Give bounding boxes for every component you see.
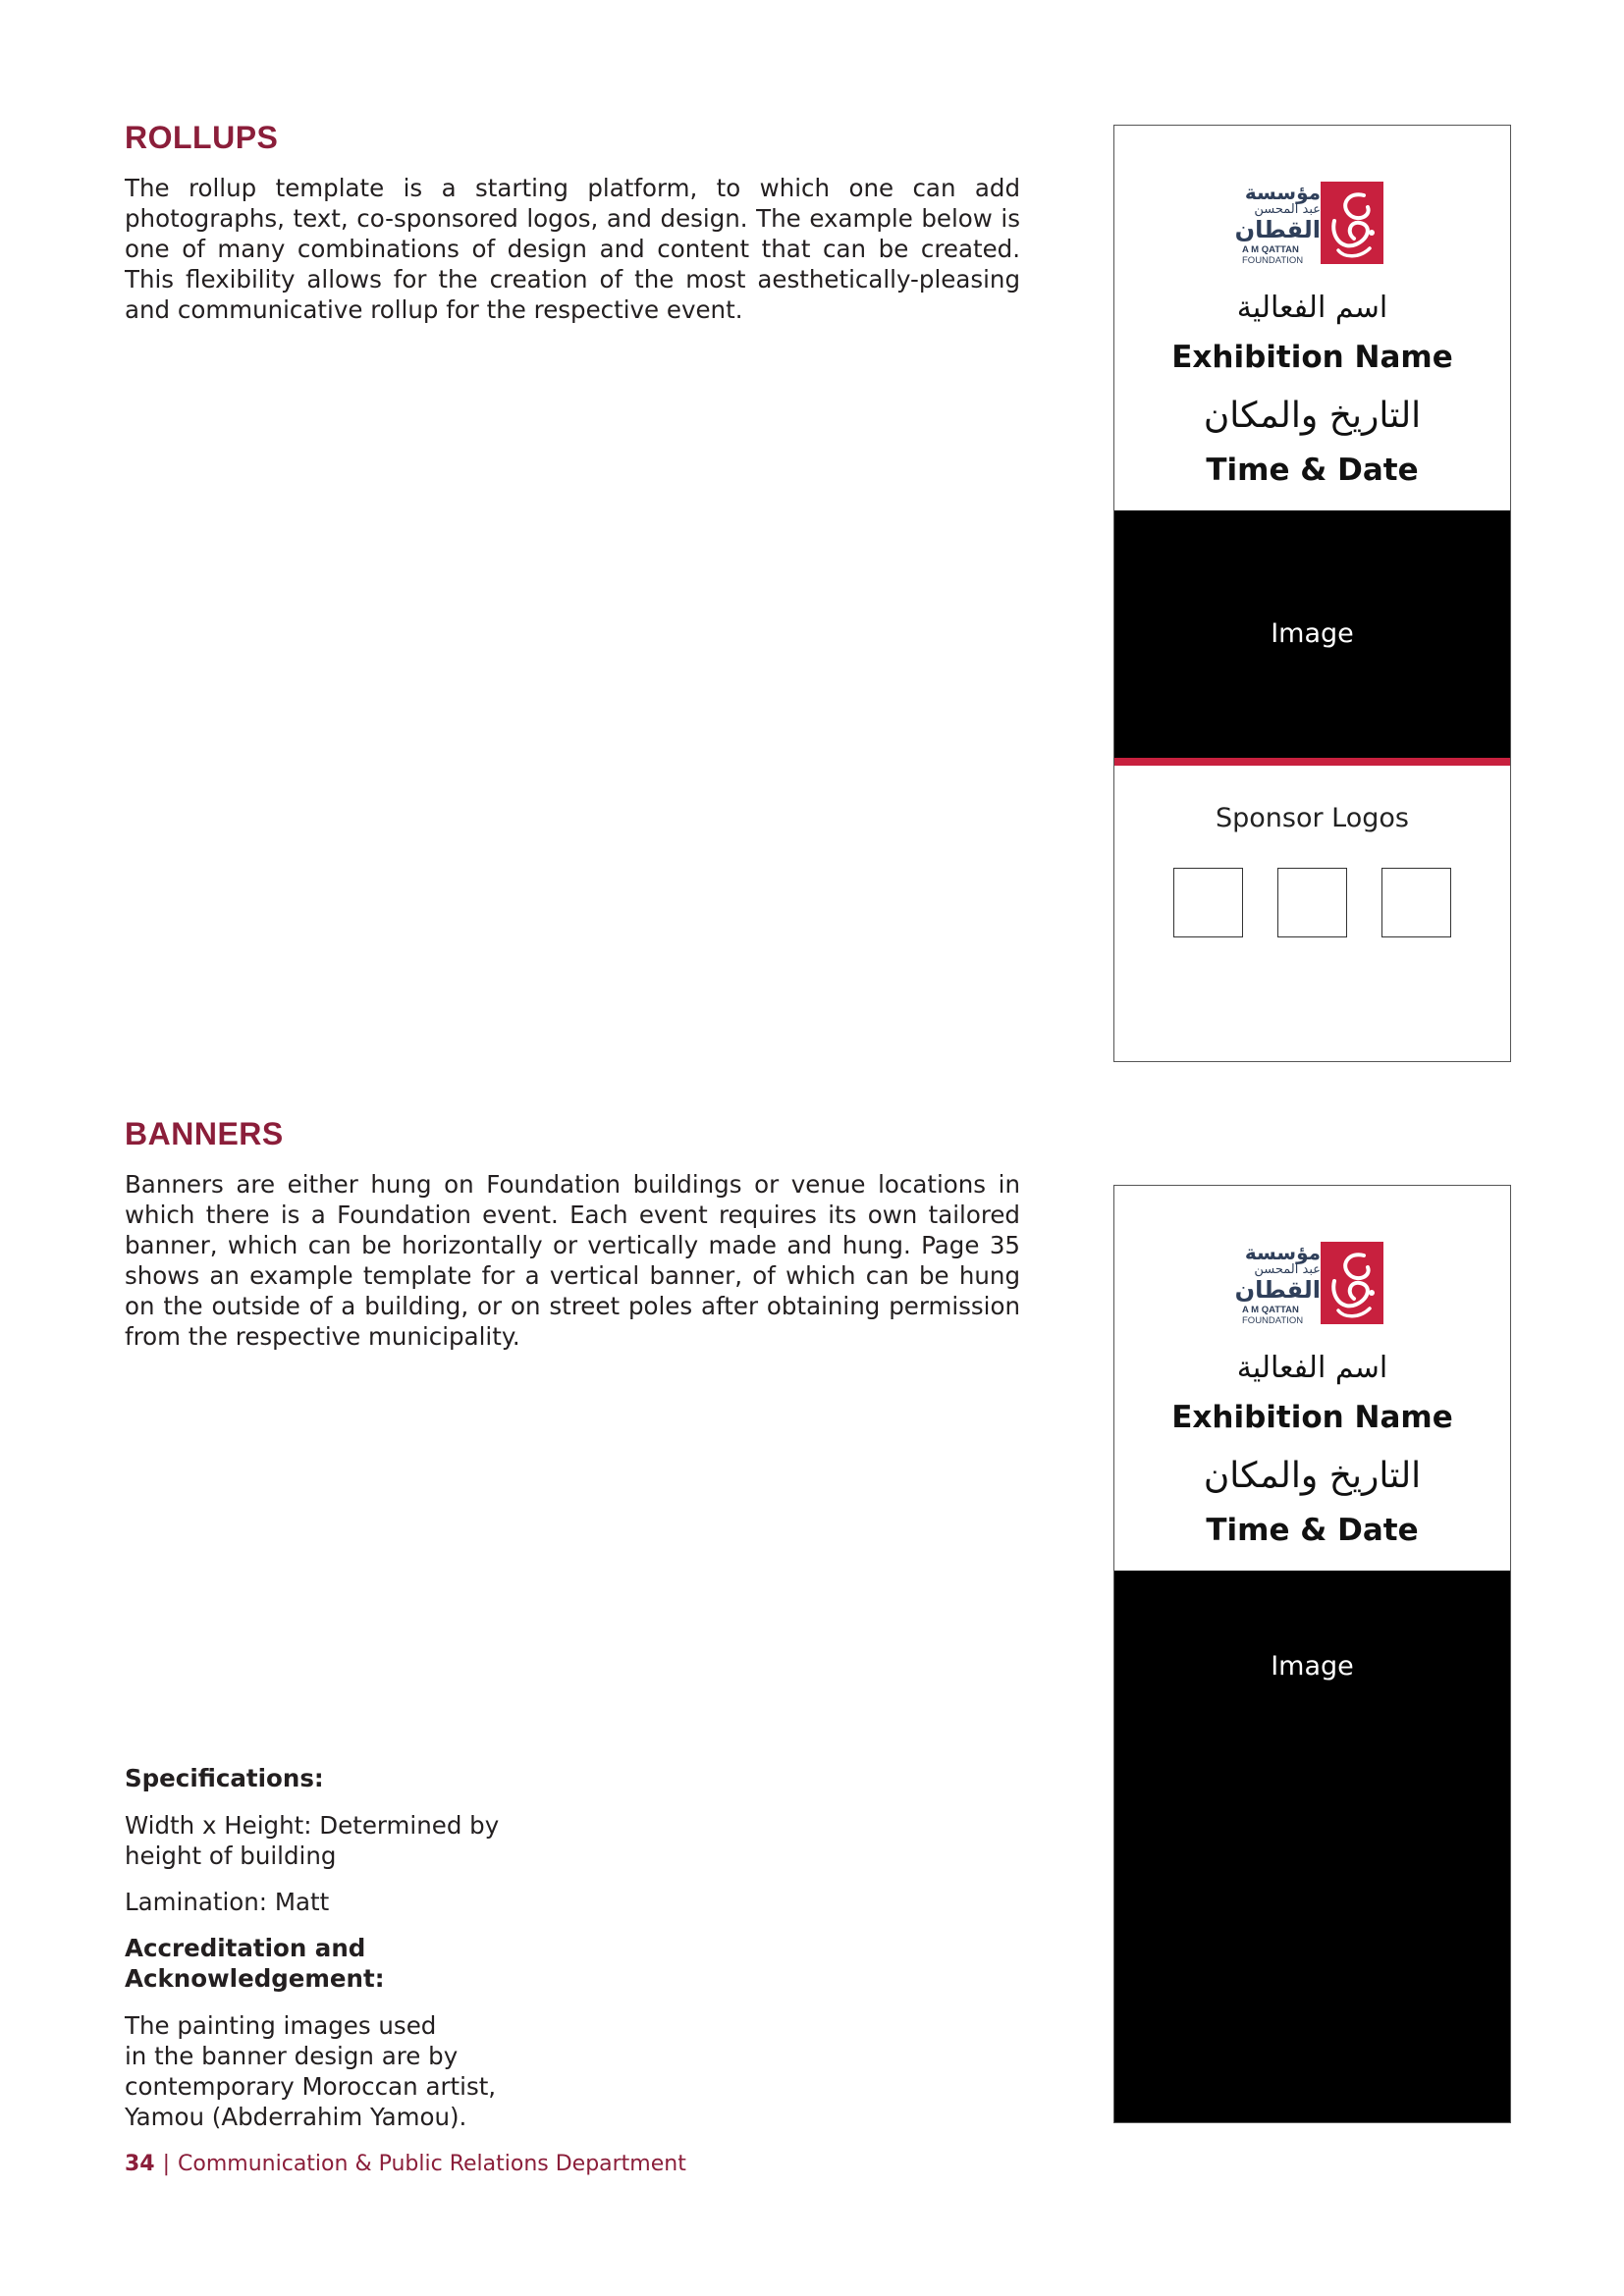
event-name-english: Exhibition Name: [1171, 340, 1453, 375]
image-placeholder: [1114, 1571, 1510, 2123]
logo-arabic-text: مؤسسة عبد المحسن القطان: [1234, 181, 1321, 243]
logo-calligraphy-mark: [1321, 182, 1383, 264]
acknowledgement-body: The painting images used in the banner design are by contemporary Moroccan artist, Yamou (Abderrahim Yamou).: [125, 2011, 497, 2131]
page-footer: [125, 2152, 686, 2176]
sponsor-logo-box: [1277, 868, 1347, 937]
time-date-english: Time & Date: [1206, 453, 1419, 488]
sponsor-logo-box: [1173, 868, 1243, 937]
department-name: Communication & Public Relations Department: [178, 2152, 686, 2176]
time-place-arabic: التاريخ والمكان: [1203, 396, 1422, 436]
image-placeholder: [1114, 510, 1510, 758]
image-label: Image: [1271, 618, 1354, 649]
rollups-body: The rollup template is a starting platform, to which one can add photographs, text, co-sponsored logos, and design. The example below is one of many combinations of design and content that can be created. This flexibility allows for the creation of the most aesthetically-pleasing and communicative rollup for the respective event.: [125, 174, 1020, 324]
logo-english-text: A M QATTAN FOUNDATION: [1242, 244, 1304, 266]
specifications-size: Width x Height: Determined by height of building: [125, 1811, 500, 1870]
rollups-heading: ROLLUPS: [125, 120, 279, 155]
event-name-arabic: اسم الفعالية: [1236, 291, 1388, 325]
banner-template-panel: [1113, 1185, 1511, 2123]
specifications-lamination: Lamination: Matt: [125, 1888, 330, 1916]
qattan-foundation-logo: [1234, 1240, 1389, 1326]
specifications-title: Specifications:: [125, 1764, 324, 1792]
banners-heading: BANNERS: [125, 1116, 284, 1151]
sponsor-logos-label: Sponsor Logos: [1216, 803, 1409, 833]
sponsor-logo-box: [1381, 868, 1451, 937]
acknowledgement-title: Accreditation and Acknowledgement:: [125, 1934, 385, 1993]
logo-arabic-text: مؤسسة عبد المحسن القطان: [1234, 1241, 1321, 1304]
page-number: 34: [125, 2152, 155, 2176]
logo-english-text: A M QATTAN FOUNDATION: [1242, 1305, 1304, 1326]
rollup-template-panel: [1113, 125, 1511, 1062]
qattan-foundation-logo: [1234, 180, 1389, 266]
time-date-english: Time & Date: [1206, 1513, 1419, 1548]
red-accent-stripe: [1114, 758, 1510, 766]
image-label: Image: [1271, 1651, 1354, 1682]
banners-body: Banners are either hung on Foundation buildings or venue locations in which there is a Foundation event. Each event requires its own tailored banner, which can be horizontally or vertically made and hung. Page 35 shows an example template for a vertical banner, of which can be hung on the outside of a building, or on street poles after obtaining permission from the respective municipality.: [125, 1170, 1020, 1351]
footer-separator: |: [162, 2152, 171, 2176]
logo-calligraphy-mark: [1321, 1242, 1383, 1324]
event-name-english: Exhibition Name: [1171, 1400, 1453, 1435]
event-name-arabic: اسم الفعالية: [1236, 1351, 1388, 1385]
time-place-arabic: التاريخ والمكان: [1203, 1456, 1422, 1496]
